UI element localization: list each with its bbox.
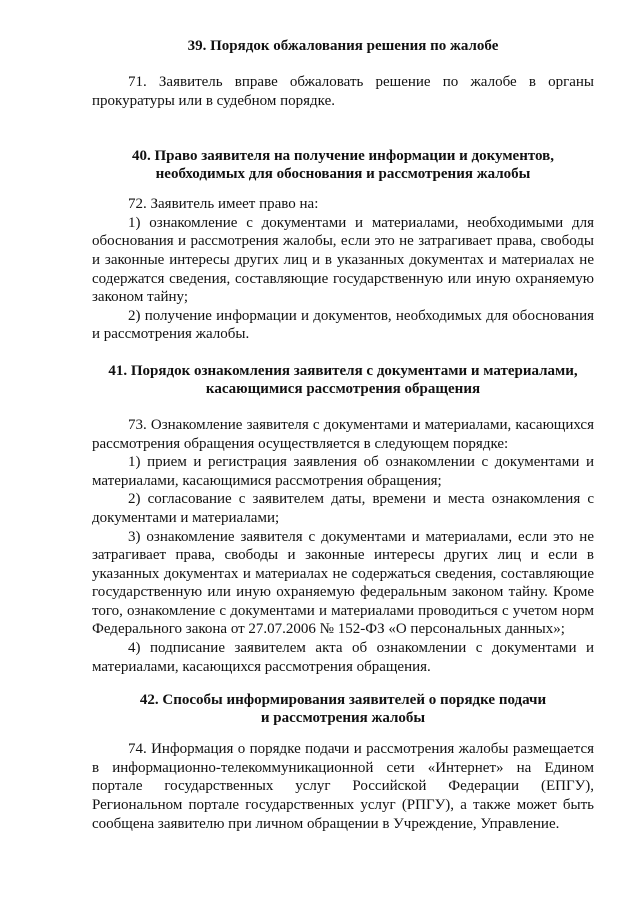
paragraph: 74. Информация о порядке подачи и рассмотрения жалобы размещается в информационно-телекоммуникационной сети «Интернет» на Едином портале государственных услуг Российской Федерации (ЕПГУ), Региональном портале государственных услуг (РПГУ), а также может быть сообщена заявителю при личном обращении в Учреждение, Управление. (92, 741, 594, 832)
paragraph: 4) подписание заявителем акта об ознакомлении с документами и материалами, касающихся рассмотрения обращения. (92, 640, 594, 675)
section-heading (92, 147, 594, 183)
section-heading (92, 691, 594, 727)
paragraph: 71. Заявитель вправе обжаловать решение по жалобе в органы прокуратуры или в судебном порядке. (92, 74, 594, 109)
heading-line: 40. Право заявителя на получение информации и документов, (132, 148, 554, 165)
heading-line: необходимых для обоснования и рассмотрения жалобы (155, 166, 531, 183)
section-42 (92, 691, 594, 833)
paragraph: 2) получение информации и документов, необходимых для обоснования и рассмотрения жалобы. (92, 307, 594, 343)
heading-line: 39. Порядок обжалования решения по жалобе (187, 38, 499, 54)
section-40 (92, 147, 594, 344)
paragraph: 73. Ознакомление заявителя с документами и материалами, касающихся рассмотрения обращения осуществляется в следующем порядке: (92, 416, 594, 452)
paragraph: 3) ознакомление заявителя с документами и материалами, если это не затрагивает права, свободы и законные интересы других лиц и если в указанных документах и материалах не содержаться сведения, составляющие государственную или иную охраняемую федеральным законом тайну. Кроме того, ознакомление с документами и материалами проводиться с учетом норм Федерального закона от 27.07.2006 № 152-ФЗ «О персональных данных»; (92, 528, 594, 638)
paragraph: 1) ознакомление с документами и материалами, необходимыми для обоснования и рассмотрения жалобы, если это не затрагивает права, свободы и законные интересы других лиц и в указанных документах и материалах не содержатся сведения, составляющие государственную или иную охраняемую законом тайну; (92, 214, 594, 306)
section-heading (92, 37, 594, 55)
paragraph: 2) согласование с заявителем даты, времени и места ознакомления с документами и материалами; (92, 491, 594, 526)
section-39 (92, 37, 594, 110)
section-heading (92, 362, 594, 398)
paragraph: 72. Заявитель имеет право на: (128, 196, 319, 213)
paragraph: 1) прием и регистрация заявления об ознакомлении с документами и материалами, касающимися рассмотрения обращения; (92, 454, 594, 489)
heading-line: 41. Порядок ознакомления заявителя с документами и материалами, (108, 362, 578, 379)
heading-line: 42. Способы информирования заявителей о порядке подачи (139, 692, 547, 709)
section-41 (92, 362, 594, 676)
heading-line: и рассмотрения жалобы (260, 710, 426, 727)
heading-line: касающимися рассмотрения обращения (205, 380, 481, 397)
